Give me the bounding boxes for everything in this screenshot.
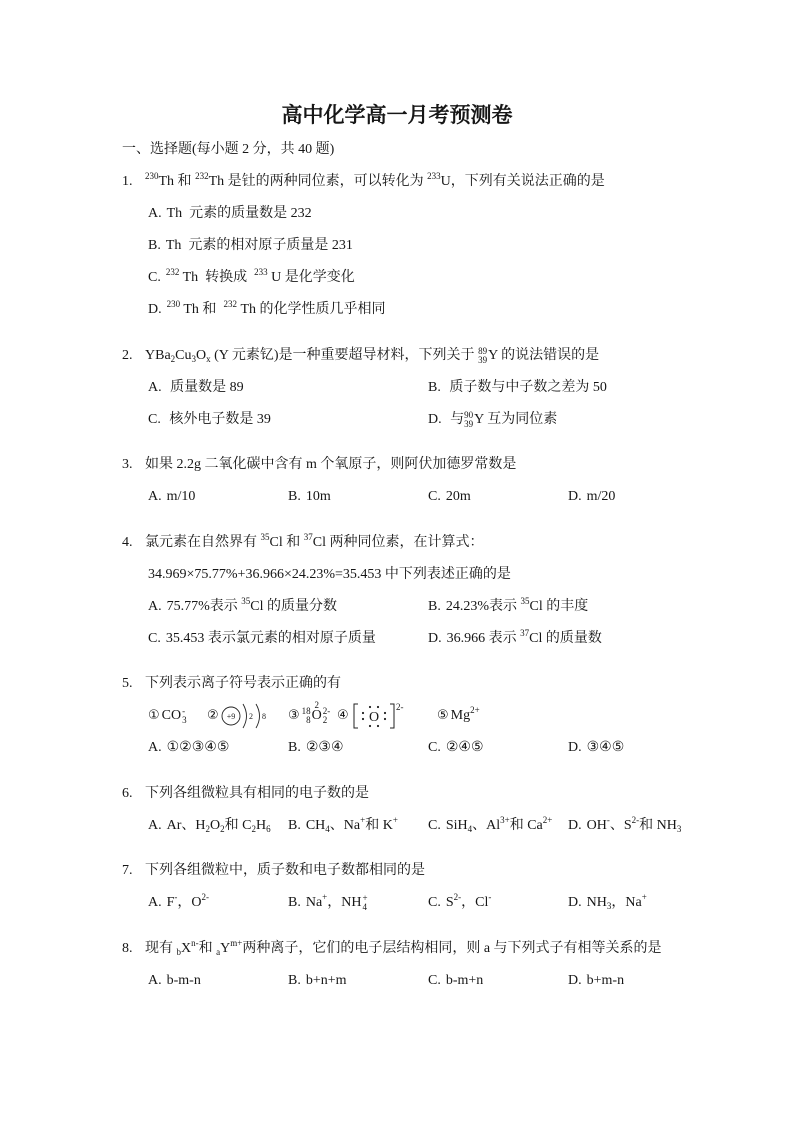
answer-options [122,481,794,513]
atomic-number: 39 [464,418,474,429]
question [122,668,794,764]
text-run: F [166,895,175,910]
option-b [288,887,428,919]
question [122,855,794,919]
text-run: 、Na [329,817,361,833]
option-d [568,481,708,513]
text-run: ，Na [611,895,642,910]
option-d [568,732,708,764]
text-run: ②③④ [305,740,344,755]
charge-superscript: 2- [322,706,331,716]
text-run: 现有 [145,940,177,956]
text-run: m/20 [586,489,616,504]
superscript: + [360,814,366,825]
superscript: 37 [303,531,313,542]
superscript: n- [191,937,199,948]
superscript: - [488,892,492,902]
electron-dot [369,725,371,727]
option-label: A. [148,740,162,755]
option-c [428,887,568,919]
electron-dot [362,718,364,720]
element-symbol: O [368,710,379,725]
question-stem [122,778,794,810]
option-label: C. [428,817,441,833]
text-run: b+n+m [305,972,347,988]
question-number: 5. [122,676,133,691]
answer-options [122,810,794,842]
text-run: OH [586,817,607,833]
option-label: A. [148,379,162,395]
option-label: A. [148,598,162,614]
list-item [288,700,337,732]
text-run: Ar、H [166,817,206,833]
text-run: ②④⑤ [445,740,484,755]
text-run: ，O [177,895,202,910]
answer-options [122,198,794,326]
question [122,778,794,842]
option-c [148,623,428,655]
option-b [288,810,428,842]
superscript: 35 [520,595,530,606]
question-number: 3. [122,457,133,472]
answer-options [122,732,794,764]
text-run: Th 是钍的两种同位素，可以转化为 [208,174,428,189]
page-title: 高中化学高一月考预测卷 [281,103,513,127]
text-run: 和 NH [639,817,677,833]
isotope-prescripts [302,707,311,725]
subscript: 2 [251,823,256,834]
electron-shell-arc [243,704,247,728]
mass-number: 90 [464,409,474,420]
option-c [428,481,568,513]
text-run: O [210,817,221,833]
option-b [288,732,428,764]
subscript: 3 [191,353,197,364]
atomic-structure-diagram [221,701,271,731]
option-label: C. [148,411,161,427]
item-marker: ④ [337,708,349,723]
text-run: 如果 2.2g 二氧化碳中含有 m 个氧原子，则阿伏加德罗常数是 [145,457,517,472]
text-run: 35.453 表示氯元素的相对原子质量 [165,630,376,646]
option-label: D. [148,302,162,317]
subscript: 4 [325,823,330,834]
charge-superscript: + [362,893,368,903]
option-a [148,591,428,623]
ion-charge: 2- [395,702,404,712]
ion-postscripts [362,894,367,912]
option-label: C. [428,489,441,504]
superscript: m+ [230,937,243,948]
superscript: 3+ [500,814,510,825]
text-run: 核外电子数是 39 [165,411,271,427]
option-d [428,623,708,655]
text-run: Cl 的丰度 [529,598,589,614]
ion-postscripts [182,707,187,725]
subscript: x [206,353,211,364]
option-label: D. [428,630,442,646]
text-run: S [445,895,454,910]
text-run: Y 的说法错误的是 [488,347,600,363]
text-run: Cl 两种同位素，在计算式： [312,534,484,550]
text-run: NH [586,895,607,910]
atomic-number: 39 [478,354,488,365]
question-stem [122,166,794,198]
text-run: 34.969×75.77%+36.966×24.23%=35.453 中下列表述正确的是 [148,566,511,582]
text-run: ，NH [327,895,362,910]
option-c [148,404,428,436]
text-run: b-m+n [445,972,484,988]
section-heading: 一、选择题(每小题 2 分，共 40 题) [122,142,335,157]
option-label: A. [148,972,162,988]
text-run: Y [220,940,231,956]
list-item [148,700,207,732]
text-run: CO [161,708,182,723]
superscript: 232 [165,267,180,277]
question-number: 6. [122,785,133,801]
text-run: 20m [445,489,471,504]
electron-dot [377,706,379,708]
text-run: Mg [450,708,471,723]
isotope-prescripts [478,347,487,365]
option-b [428,372,708,404]
item-marker: ② [207,708,219,723]
text-run: Na [305,895,323,910]
question [122,449,794,513]
answer-options [122,887,794,919]
option-label: B. [288,972,301,988]
option-label: C. [148,270,161,285]
question [122,933,794,997]
option-label: C. [148,630,161,646]
item-list [122,700,794,732]
option-label: D. [568,895,582,910]
option-a [148,810,288,842]
text-run: X [181,940,192,956]
text-run: b-m-n [166,972,201,988]
text-run: 、S [609,817,632,833]
option-label: D. [568,817,582,833]
charge-superscript: - [182,706,186,716]
option-label: C. [428,740,441,755]
text-run: Y 互为同位素 [474,411,558,427]
text-run: 和 [198,940,217,956]
superscript: 230 [166,299,181,309]
text-run: 10m [305,489,331,504]
list-item [207,700,288,732]
text-run: 与 [446,411,465,427]
element-symbol: O [311,708,322,723]
item-marker: ① [148,708,160,723]
option-label: C. [428,895,441,910]
text-run: Th 元素的质量数是 232 [166,206,312,221]
superscript: + [392,814,398,825]
left-bracket [354,704,358,728]
electron-dot [369,706,371,708]
text-run: b+m-n [586,972,625,988]
option-b [148,230,748,262]
text-run: YBa [145,347,171,363]
electron-dot-structure [351,701,409,731]
electron-dot [362,712,364,714]
superscript: 2- [453,892,462,902]
text-run: 、Al [472,817,501,833]
superscript: + [641,892,647,902]
text-run: Cl 和 [269,534,304,550]
question-number: 7. [122,863,133,878]
text-run: 下列各组微粒具有相同的电子数的是 [145,785,369,801]
option-c [148,262,748,294]
option-c [428,732,568,764]
count-subscript: 4 [362,902,367,912]
question-stem [122,855,794,887]
question-stem [122,527,794,559]
superscript: - [606,814,610,825]
superscript: 37 [520,627,530,638]
text-run: Th 的化学性质几乎相同 [236,302,386,317]
option-a [148,732,288,764]
atomic-number: 8 [306,715,311,725]
text-run: Th 元素的相对原子质量是 231 [165,238,353,253]
text-run: CH [305,817,326,833]
text-run: Cu [175,347,192,363]
electron-shell-arc [256,704,260,728]
option-label: D. [428,411,442,427]
text-run: O [196,347,207,363]
option-label: B. [148,238,161,253]
text-run: 下列各组微粒中，质子数和电子数都相同的是 [145,863,425,878]
question [122,166,794,326]
option-b [428,591,708,623]
text-run: 下列表示离子符号表示正确的有 [145,676,341,691]
option-label: B. [288,817,301,833]
option-d [428,404,708,436]
superscript: 233 [427,171,441,181]
text-run: Th 转换成 [179,270,255,285]
option-d [148,294,748,326]
mass-number: 18 [301,706,311,716]
text-run: Th 和 [180,302,224,317]
subscript: b [176,946,181,957]
over-mark: 2 [314,700,319,710]
text-run: Th 和 [158,174,196,189]
option-a [148,887,288,919]
option-label: B. [288,740,301,755]
superscript: 232 [195,171,209,181]
option-label: A. [148,489,162,504]
option-a [148,481,288,513]
nucleus-charge: +9 [226,712,235,721]
superscript: 2- [631,814,640,825]
question-number: 2. [122,347,133,363]
text-run: 氯元素在自然界有 [145,534,261,550]
isotope-prescripts [464,411,473,429]
text-run: (Y 元素钇)是一种重要超导材料，下列关于 [210,347,479,363]
option-a [148,965,288,997]
question-stem [122,668,794,700]
superscript: 2+ [542,814,553,825]
option-c [428,810,568,842]
question-number: 4. [122,534,133,550]
right-bracket [390,704,394,728]
shell-electron-count: 2 [248,712,253,721]
question-number: 8. [122,940,133,956]
answer-options [122,372,794,436]
text-run: m/10 [166,489,196,504]
option-d [568,887,708,919]
text-run: H [255,817,267,833]
option-d [568,810,708,842]
text-run: Cl 的质量数 [529,630,602,646]
superscript: 2- [201,892,210,902]
question [122,527,794,655]
element-with-mark [311,700,322,723]
shell-electron-count: 8 [261,712,266,721]
option-label: D. [568,489,582,504]
option-label: A. [148,817,162,833]
electron-dot [384,712,386,714]
option-label: A. [148,206,162,221]
superscript: + [322,892,328,902]
option-label: B. [428,598,441,614]
text-run: 质量数是 89 [166,379,244,395]
question-number: 1. [122,174,133,189]
option-d [568,965,708,997]
option-label: D. [568,740,582,755]
text-run: 和 C [224,817,252,833]
list-item [337,700,437,732]
electron-dot [384,718,386,720]
text-run: 75.77%表示 [166,598,242,614]
question-list [122,166,794,997]
text-run: ③④⑤ [586,740,625,755]
mass-number: 89 [478,345,488,356]
question-stem [122,340,794,372]
question-stem [122,933,794,965]
option-label: D. [568,972,582,988]
superscript: 230 [145,171,159,181]
option-label: B. [428,379,441,395]
list-item: ⑤ Mg $^{2+}$ [437,700,480,732]
option-c [428,965,568,997]
subscript: a [216,946,221,957]
answer-options [122,591,794,655]
subscript: 3 [606,901,612,911]
text-run: 24.23%表示 [445,598,521,614]
text-run: 质子数与中子数之差为 50 [445,379,607,395]
superscript: 35 [260,531,270,542]
subscript: 2 [170,353,176,364]
option-label: B. [288,489,301,504]
text-run: ，Cl [461,895,489,910]
option-label: A. [148,895,162,910]
electron-dot [377,725,379,727]
text-run: 两种离子，它们的电子层结构相同，则 a 与下列式子有相等关系的是 [242,940,662,956]
option-a [148,372,428,404]
option-a [148,198,748,230]
text-run: Cl 的质量分数 [250,598,338,614]
ion-postscripts [323,707,331,725]
option-b [288,965,428,997]
item-marker: ③ [288,708,300,723]
superscript: 35 [241,595,251,606]
text-run: SiH [445,817,468,833]
text-run: U，下列有关说法正确的是 [440,174,605,189]
subscript: 4 [467,823,473,834]
text-run: 和 Ca [509,817,543,833]
text-run: U 是化学变化 [267,270,355,285]
answer-options [122,965,794,997]
subscript: 6 [266,823,271,834]
count-subscript: 2 [322,715,328,725]
subscript: 3 [676,823,682,834]
question [122,340,794,436]
option-label: C. [428,972,441,988]
superscript: - [174,892,178,902]
text-run: 和 K [365,817,393,833]
text-run: 36.966 表示 [446,630,521,646]
count-subscript: 3 [182,715,187,725]
subscript: 2 [220,823,225,834]
subscript: 2 [205,823,211,834]
question-stem [122,449,794,481]
superscript: 232 [223,299,237,309]
superscript: 233 [254,267,268,277]
item-marker: ⑤ [437,708,449,723]
option-label: B. [288,895,301,910]
text-run: ①②③④⑤ [166,740,230,755]
option-b [288,481,428,513]
question-stem-continuation [122,559,794,591]
